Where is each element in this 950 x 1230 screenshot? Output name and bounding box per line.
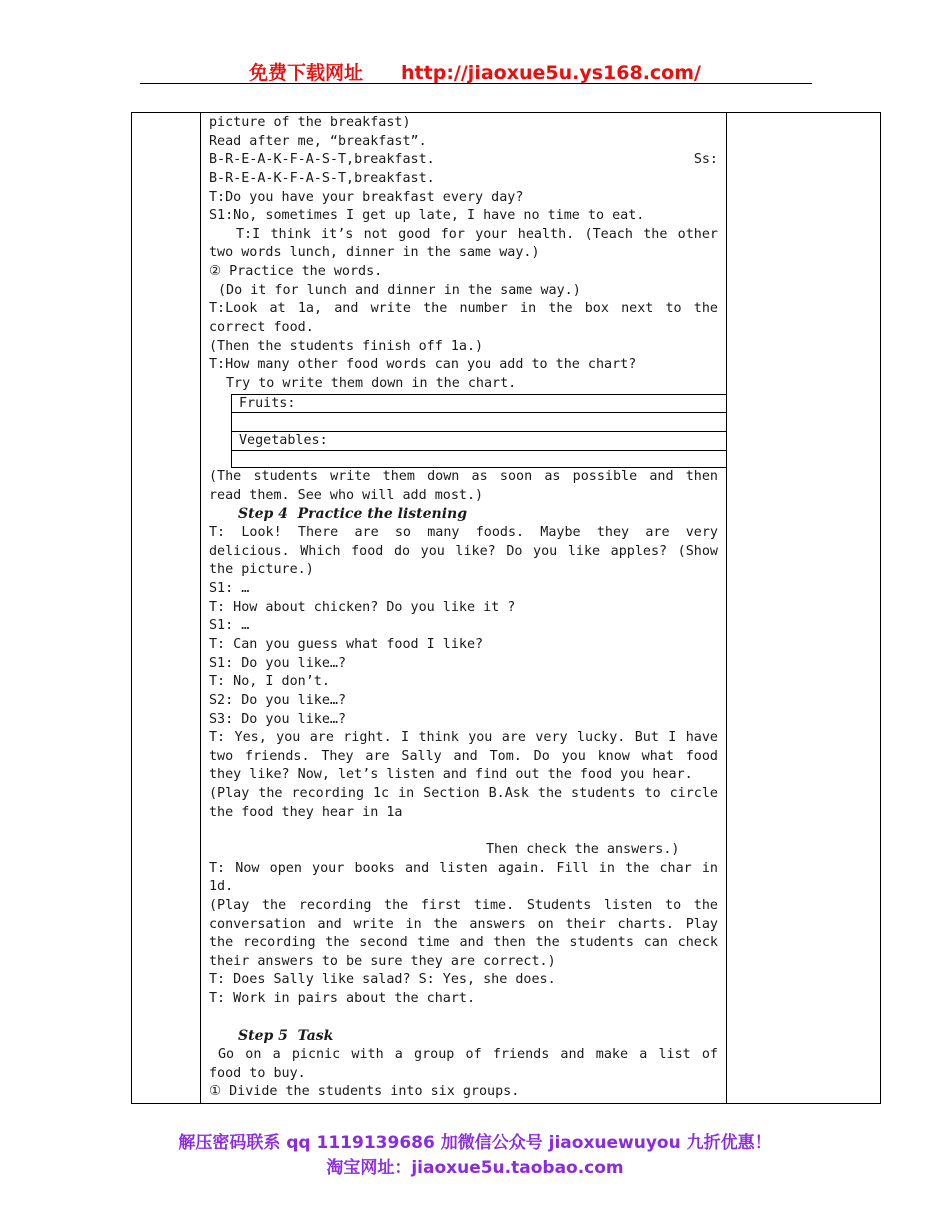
footer-contact: 解压密码联系 qq 1119139686 加微信公众号 jiaoxuewuyou 九折优惠！ xyxy=(178,1133,772,1153)
text-line: S1: … xyxy=(209,618,250,634)
text-line: T: Work in pairs about the chart. xyxy=(209,991,476,1007)
text-line: (Play the recording 1c in Section B.Ask the students to circle xyxy=(209,786,718,802)
step-heading: Step 5 Task xyxy=(238,1028,334,1045)
text-line: Read after me, “breakfast”. xyxy=(209,133,427,149)
text-line: delicious. Which food do you like? Do you like apples? (Show xyxy=(209,543,718,559)
text-line: T:How many other food words can you add to the chart? xyxy=(209,357,637,373)
text-line xyxy=(209,151,718,170)
chart-row-vegetables: Vegetables: xyxy=(231,431,727,450)
text-line: T: No, I don’t. xyxy=(209,674,330,690)
text-line: Then check the answers.) xyxy=(486,841,680,857)
text-line: B-R-E-A-K-F-A-S-T,breakfast. xyxy=(209,170,435,186)
text-line: they like? Now, let’s listen and find out the food you hear. xyxy=(209,767,693,783)
lesson-procedure xyxy=(209,114,718,1102)
text-line: T: Yes, you are right. I think you are very lucky. But I have xyxy=(209,730,718,746)
text-line: picture of the breakfast) xyxy=(209,115,411,130)
text-line: T: Does Sally like salad? S: Yes, she does. xyxy=(209,972,556,988)
text-line: T:I think it’s not good for your health. (Teach the other xyxy=(236,226,718,242)
text-line: (Do it for lunch and dinner in the same way.) xyxy=(218,282,581,298)
table-column-divider xyxy=(726,113,727,1103)
header-url-link[interactable]: http://jiaoxue5u.ys168.com/ xyxy=(401,62,701,84)
text-segment: B-R-E-A-K-F-A-S-T,breakfast. xyxy=(209,152,435,168)
footer-shop-link[interactable]: 淘宝网址：jiaoxue5u.taobao.com xyxy=(326,1158,624,1178)
text-line: ② Practice the words. xyxy=(209,264,383,280)
text-line: (Then the students finish off 1a.) xyxy=(209,338,484,354)
text-line: two friends. They are Sally and Tom. Do you know what food xyxy=(209,748,718,764)
blank-line xyxy=(209,822,718,841)
text-line: S1: Do you like…? xyxy=(209,655,347,671)
text-line: the recording the second time and then the students can check xyxy=(209,935,718,951)
text-line: T: Now open your books and listen again. Fill in the char in xyxy=(209,860,718,876)
header-label: 免费下载网址 xyxy=(249,62,364,84)
header-rule xyxy=(140,83,812,84)
text-line: Go on a picnic with a group of friends and make a list of xyxy=(218,1047,718,1063)
text-line: T: Look! There are so many foods. Maybe they are very xyxy=(209,525,718,541)
text-line: two words lunch, dinner in the same way.) xyxy=(209,245,540,261)
text-line: Try to write them down in the chart. xyxy=(226,375,517,391)
text-line: correct food. xyxy=(209,320,314,336)
text-line: ① Divide the students into six groups. xyxy=(209,1084,520,1100)
header-banner xyxy=(0,58,950,85)
text-line: (The students write them down as soon as possible and then xyxy=(209,469,718,485)
food-chart xyxy=(231,394,727,469)
text-line: the food they hear in 1a xyxy=(209,804,403,820)
chart-row-blank xyxy=(231,450,727,469)
text-line: S2: Do you like…? xyxy=(209,692,347,708)
text-line: T:Look at 1a, and write the number in the box next to the xyxy=(209,301,718,317)
text-segment: Ss: xyxy=(693,152,718,168)
text-line: read them. See who will add most.) xyxy=(209,487,484,503)
text-line: S3: Do you like…? xyxy=(209,711,347,727)
text-line: their answers to be sure they are correct.) xyxy=(209,953,556,969)
text-line: the picture.) xyxy=(209,562,314,578)
text-line: S1:No, sometimes I get up late, I have no time to eat. xyxy=(209,208,645,224)
text-line: T:Do you have your breakfast every day? xyxy=(209,189,524,205)
text-line: food to buy. xyxy=(209,1065,306,1081)
step-heading: Step 4 Practice the listening xyxy=(238,506,468,523)
table-column-divider xyxy=(200,113,201,1103)
text-line: T: How about chicken? Do you like it ? xyxy=(209,599,516,615)
blank-line xyxy=(209,1009,718,1028)
text-line: 1d. xyxy=(209,879,234,895)
text-line: conversation and write in the answers on their charts. Play xyxy=(209,916,718,932)
text-line: S1: … xyxy=(209,581,250,597)
chart-row-fruits: Fruits: xyxy=(231,394,727,413)
text-line: T: Can you guess what food I like? xyxy=(209,636,484,652)
text-line: (Play the recording the first time. Students listen to the xyxy=(209,897,718,913)
chart-row-blank xyxy=(231,412,727,431)
